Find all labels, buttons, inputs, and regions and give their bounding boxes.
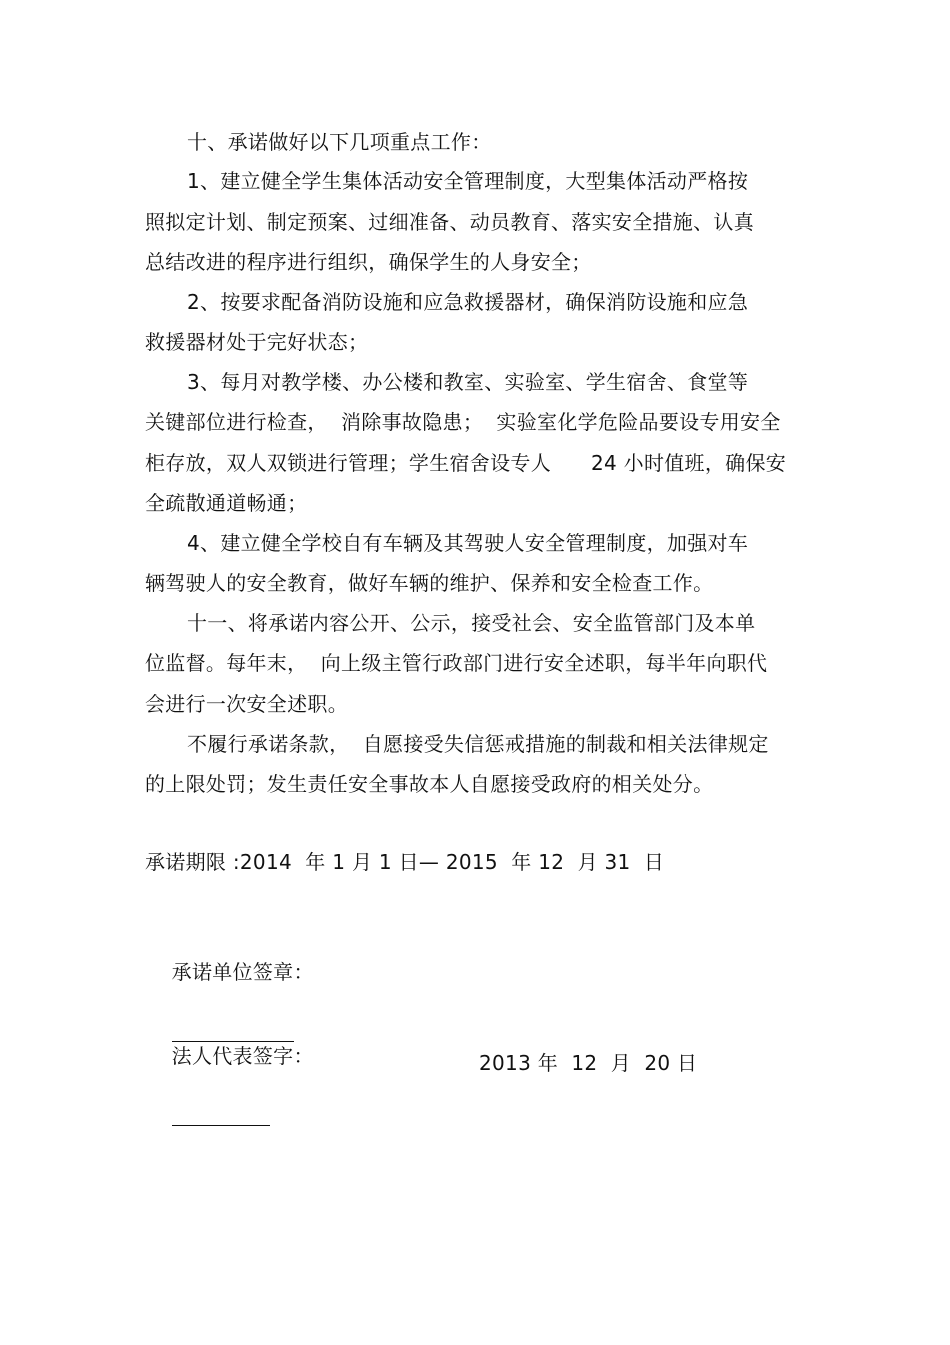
item-1-line-2: 照拟定计划、制定预案、过细准备、动员教育、落实安全措施、认真 xyxy=(145,210,754,234)
commitment-period: 承诺期限 :2014 年 1 月 1 日— 2015 年 12 月 31 日 xyxy=(145,850,665,874)
item-1-line-3: 总结改进的程序进行组织，确保学生的人身安全； xyxy=(145,250,592,274)
unit-seal-field[interactable] xyxy=(172,1019,294,1042)
unit-seal-label: 承诺单位签章： xyxy=(171,960,314,984)
item-2-line-1: 2、按要求配备消防设施和应急救援器材，确保消防设施和应急 xyxy=(187,290,749,314)
signature-row xyxy=(145,930,314,1154)
item-1-line-1: 1、建立健全学生集体活动安全管理制度，大型集体活动严格按 xyxy=(187,169,749,193)
section-eleven-line-1: 十一、将承诺内容公开、公示，接受社会、安全监管部门及本单 xyxy=(187,611,756,635)
item-3-line-4: 全疏散通道畅通； xyxy=(145,491,308,515)
item-3-line-2: 关键部位进行检查， 消除事故隐患； 实验室化学危险品要设专用安全 xyxy=(145,410,781,434)
penalty-line-1: 不履行承诺条款， 自愿接受失信惩戒措施的制裁和相关法律规定 xyxy=(187,732,769,756)
item-3-line-1: 3、每月对教学楼、办公楼和教室、实验室、学生宿舍、食堂等 xyxy=(187,370,749,394)
item-2-line-2: 救援器材处于完好状态； xyxy=(145,330,369,354)
signing-date: 2013 年 12 月 20 日 xyxy=(479,1051,698,1075)
section-eleven-line-2: 位监督。每年末， 向上级主管行政部门进行安全述职，每半年向职代 xyxy=(145,651,768,675)
legal-rep-signature-field[interactable] xyxy=(172,1103,270,1126)
legal-rep-signature-label: 法人代表签字： xyxy=(171,1044,314,1068)
section-ten-heading: 十、承诺做好以下几项重点工作： xyxy=(187,130,492,154)
item-3-line-3: 柜存放，双人双锁进行管理；学生宿舍设专人 24 小时值班，确保安 xyxy=(145,451,787,475)
section-eleven-line-3: 会进行一次安全述职。 xyxy=(145,692,348,716)
item-4-line-1: 4、建立健全学校自有车辆及其驾驶人安全管理制度，加强对车 xyxy=(187,531,749,555)
item-4-line-2: 辆驾驶人的安全教育，做好车辆的维护、保养和安全检查工作。 xyxy=(145,571,714,595)
penalty-line-2: 的上限处罚；发生责任安全事故本人自愿接受政府的相关处分。 xyxy=(145,772,714,796)
